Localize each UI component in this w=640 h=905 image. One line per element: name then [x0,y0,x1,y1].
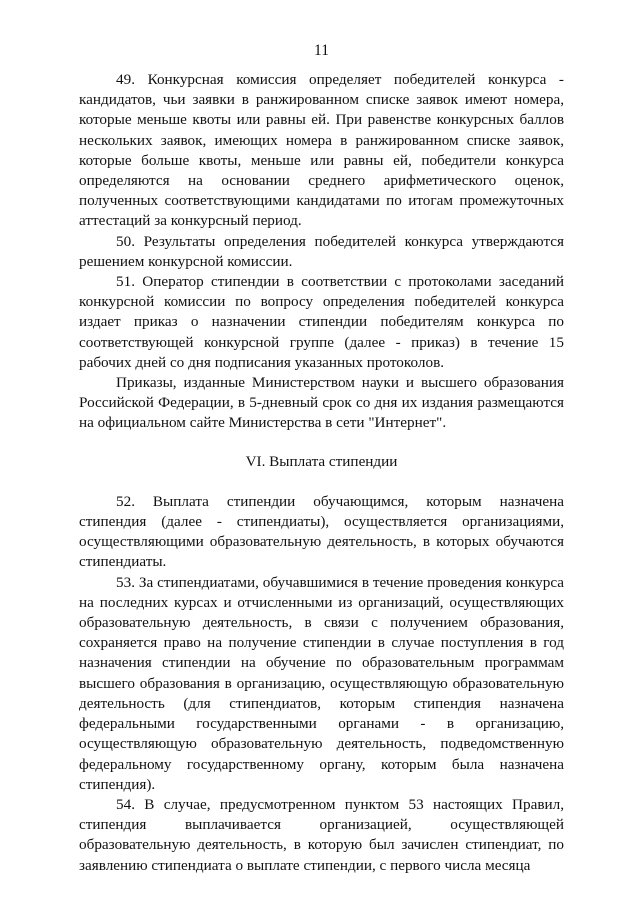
paragraph-50: 50. Результаты определения победителей конкурса утверждаются решением конкурсной комиссии. [79,232,564,270]
paragraph-orders-publication: Приказы, изданные Министерством науки и высшего образования Российской Федерации, в 5-дневный срок со дня их издания размещаются на официальном сайте Министерства в сети "Интернет". [79,374,564,432]
paragraph-52: 52. Выплата стипендии обучающимся, которым назначена стипендия (далее - стипендиаты), осуществляется организациями, осуществляющими образовательную деятельность, в которых обучаются стипендиаты. [79,492,564,571]
paragraph-49: 49. Конкурсная комиссия определяет победителей конкурса - кандидатов, чьи заявки в ранжированном списке заявок имеют номера, которые меньше квоты или равны ей. При равенстве конкурсных баллов нескольких заявок, имеющих номера в ранжированном списке заявок, которые больше квоты, меньше или равны ей, победители конкурса определяются на основании среднего арифметического оценок, полученных соответствующими кандидатами по итогам промежуточных аттестаций за конкурсный период. [79,71,564,230]
paragraph-53: 53. За стипендиатами, обучавшимися в течение проведения конкурса на последних курсах и отчисленными из организаций, осуществляющих образовательную деятельность, в связи с получением образования, сохраняется право на получение стипендии в случае поступления в год назначения стипендии на обучение по образовательным программам высшего образования в организацию, осуществляющую образовательную деятельность (для стипендиатов, которым стипендия назначена федеральными государственными органами - в организацию, осуществляющую образовательную деятельность, подведомственную федеральному государственному органу, которым была назначена стипендия). [79,573,564,793]
paragraph-51: 51. Оператор стипендии в соответствии с протоколами заседаний конкурсной комиссии по вопросу определения победителей конкурса издает приказ о назначении стипендии победителям конкурса по соответствующей конкурсной группе (далее - приказ) в течение 15 рабочих дней со дня подписания указанных протоколов. [79,273,564,371]
paragraph-54: 54. В случае, предусмотренном пунктом 53 настоящих Правил, стипендия выплачивается организацией, осуществляющей образовательную деятельность, в которую был зачислен стипендиат, по заявлению стипендиата о выплате стипендии, с первого числа месяца [79,795,564,874]
document-body [79,70,564,876]
section-heading: VI. Выплата стипендии [245,452,398,470]
page-number: 11 [314,42,329,59]
